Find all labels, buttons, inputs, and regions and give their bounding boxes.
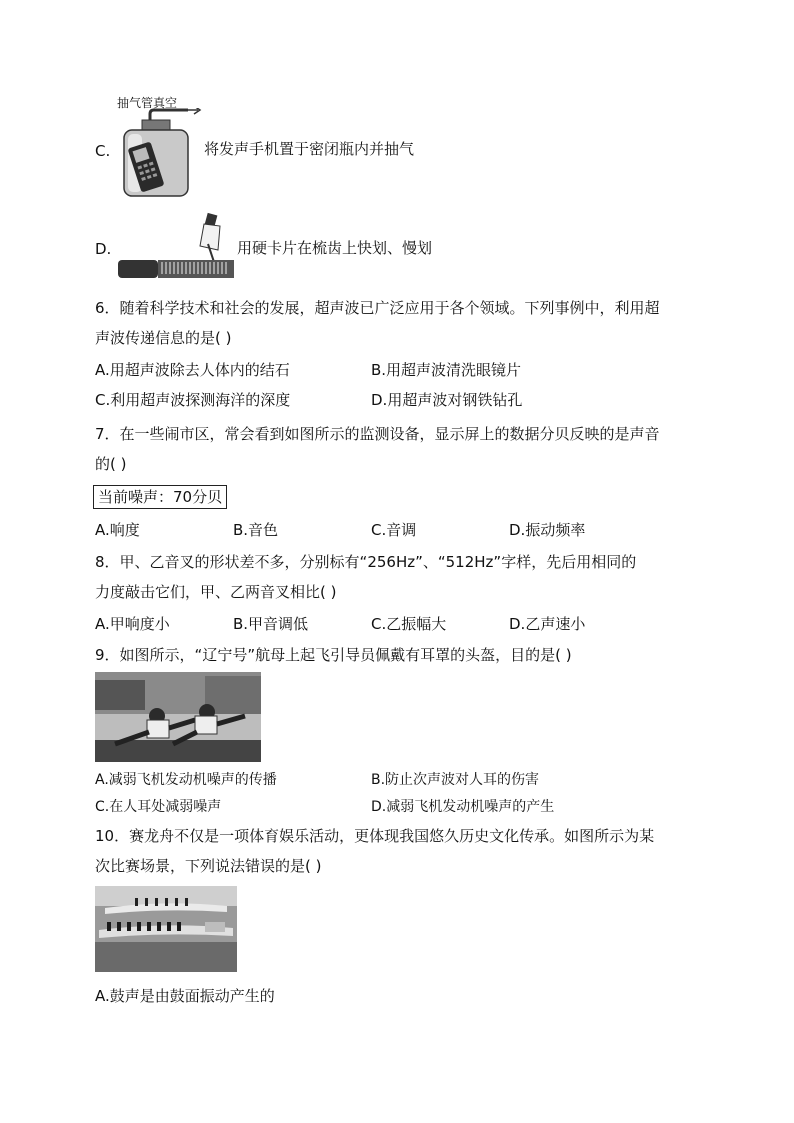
q10-option-a: A.鼓声是由鼓面振动产生的	[95, 987, 275, 1005]
q9-stem: 9．如图所示，“辽宁号”航母上起飞引导员佩戴有耳罩的头盔，目的是( )	[95, 646, 572, 664]
q9-option-b: B.防止次声波对人耳的伤害	[371, 772, 540, 788]
option-d-text: 用硬卡片在梳齿上快划、慢划	[237, 239, 433, 257]
dragon-boat-photo	[95, 886, 237, 972]
q7-option-d: D.振动频率	[509, 521, 586, 539]
q8-stem-line2: 力度敲击它们，甲、乙两音叉相比( )	[95, 583, 337, 601]
q6-option-a: A.用超声波除去人体内的结石	[95, 361, 290, 379]
q8-option-b: B.甲音调低	[233, 615, 309, 633]
q8-stem-line1: 8．甲、乙音叉的形状差不多，分别标有“256Hz”、“512Hz”字样，先后用相同的	[95, 553, 637, 571]
pump-label: 抽气管真空	[117, 96, 178, 110]
q6-option-c: C.利用超声波探测海洋的深度	[95, 391, 291, 409]
q8-option-c: C.乙振幅大	[371, 615, 447, 633]
option-c-text: 将发声手机置于密闭瓶内并抽气	[204, 140, 415, 158]
q8-option-a: A.甲响度小	[95, 615, 170, 633]
q9-option-a: A.减弱飞机发动机噪声的传播	[95, 772, 277, 788]
comb-card-figure	[116, 210, 238, 282]
q10-stem-line2: 次比赛场景，下列说法错误的是( )	[95, 857, 322, 875]
q6-stem-line1: 6．随着科学技术和社会的发展，超声波已广泛应用于各个领域。下列事例中，利用超	[95, 299, 660, 317]
q7-stem-line2: 的( )	[95, 455, 127, 473]
noise-display-box: 当前噪声：70分贝	[93, 485, 227, 509]
sealed-bottle-figure	[118, 108, 208, 200]
option-d-letter: D.	[95, 240, 112, 258]
q7-option-b: B.音色	[233, 521, 279, 539]
q6-stem-line2: 声波传递信息的是( )	[95, 329, 232, 347]
option-c-letter: C.	[95, 142, 111, 160]
flight-deck-photo	[95, 672, 261, 762]
q9-option-c: C.在人耳处减弱噪声	[95, 799, 222, 815]
q7-option-a: A.响度	[95, 521, 140, 539]
q6-option-b: B.用超声波清洗眼镜片	[371, 361, 522, 379]
q6-option-d: D.用超声波对钢铁钻孔	[371, 391, 523, 409]
q9-option-d: D.减弱飞机发动机噪声的产生	[371, 799, 555, 815]
q7-option-c: C.音调	[371, 521, 417, 539]
q10-stem-line1: 10．赛龙舟不仅是一项体育娱乐活动，更体现我国悠久历史文化传承。如图所示为某	[95, 827, 655, 845]
q7-stem-line1: 7．在一些闹市区，常会看到如图所示的监测设备，显示屏上的数据分贝反映的是声音	[95, 425, 660, 443]
q8-option-d: D.乙声速小	[509, 615, 586, 633]
